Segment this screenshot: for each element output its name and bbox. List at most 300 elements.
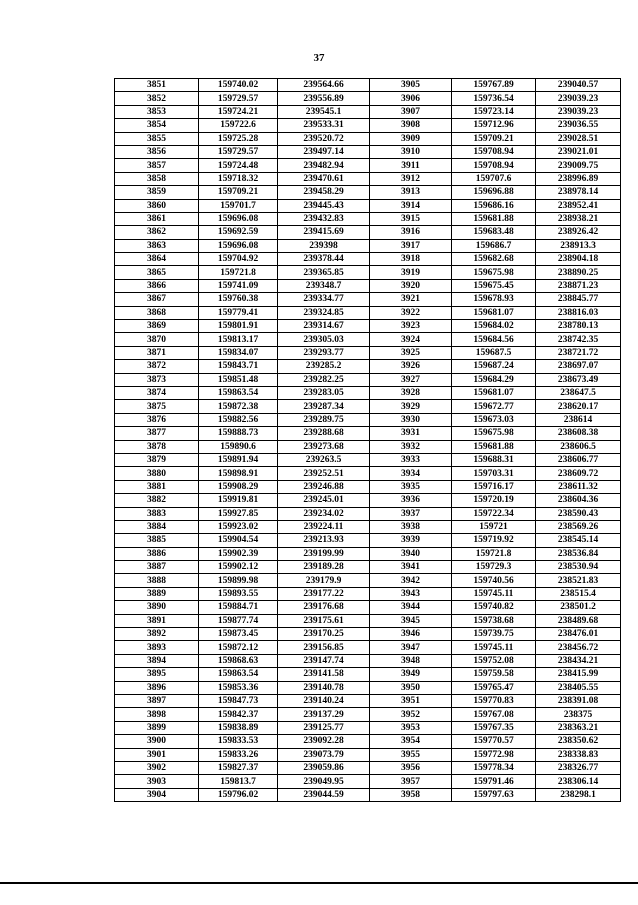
point-id-right-cell: 3930 [370,413,452,426]
point-id-right-cell: 3956 [370,761,452,774]
y-coord-right-cell: 238569.26 [536,520,621,533]
table-row [115,601,621,614]
x-coord-left-cell: 159696.08 [199,239,278,252]
table-row [115,253,621,266]
x-coord-right-cell: 159687.24 [452,360,536,373]
y-coord-right-cell: 238978.14 [536,186,621,199]
table-row [115,668,621,681]
x-coord-left-cell: 159877.74 [199,614,278,627]
y-coord-right-cell: 238391.08 [536,694,621,707]
y-coord-right-cell: 238620.17 [536,400,621,413]
y-coord-right-cell: 238871.23 [536,279,621,292]
point-id-right-cell: 3908 [370,119,452,132]
x-coord-left-cell: 159884.71 [199,601,278,614]
x-coord-right-cell: 159683.48 [452,226,536,239]
y-coord-left-cell: 239348.7 [278,279,370,292]
x-coord-right-cell: 159791.46 [452,775,536,788]
x-coord-right-cell: 159686.16 [452,199,536,212]
table-row [115,159,621,172]
table-row [115,681,621,694]
x-coord-right-cell: 159684.56 [452,333,536,346]
y-coord-left-cell: 239365.85 [278,266,370,279]
table-row [115,360,621,373]
y-coord-right-cell: 238608.38 [536,427,621,440]
x-coord-right-cell: 159687.5 [452,346,536,359]
point-id-right-cell: 3924 [370,333,452,346]
y-coord-left-cell: 239156.85 [278,641,370,654]
point-id-left-cell: 3886 [115,547,199,560]
y-coord-right-cell: 238647.5 [536,386,621,399]
x-coord-left-cell: 159813.17 [199,333,278,346]
x-coord-right-cell: 159723.14 [452,105,536,118]
x-coord-right-cell: 159682.68 [452,253,536,266]
point-id-left-cell: 3856 [115,145,199,158]
y-coord-left-cell: 239283.05 [278,386,370,399]
x-coord-right-cell: 159675.98 [452,427,536,440]
table-row [115,212,621,225]
y-coord-left-cell: 239458.29 [278,186,370,199]
table-row [115,279,621,292]
x-coord-right-cell: 159675.45 [452,279,536,292]
y-coord-right-cell: 238721.72 [536,346,621,359]
point-id-left-cell: 3862 [115,226,199,239]
bottom-rule [0,882,638,884]
point-id-right-cell: 3922 [370,306,452,319]
point-id-left-cell: 3883 [115,507,199,520]
y-coord-left-cell: 239497.14 [278,145,370,158]
x-coord-left-cell: 159919.81 [199,494,278,507]
table-row [115,306,621,319]
y-coord-left-cell: 239176.68 [278,601,370,614]
y-coord-right-cell: 238536.84 [536,547,621,560]
point-id-right-cell: 3950 [370,681,452,694]
y-coord-left-cell: 239564.66 [278,79,370,92]
y-coord-left-cell: 239556.89 [278,92,370,105]
x-coord-left-cell: 159923.02 [199,520,278,533]
x-coord-right-cell: 159767.08 [452,708,536,721]
point-id-left-cell: 3879 [115,453,199,466]
x-coord-right-cell: 159708.94 [452,145,536,158]
point-id-right-cell: 3933 [370,453,452,466]
point-id-left-cell: 3852 [115,92,199,105]
y-coord-left-cell: 239334.77 [278,293,370,306]
x-coord-left-cell: 159888.73 [199,427,278,440]
point-id-left-cell: 3864 [115,253,199,266]
point-id-left-cell: 3851 [115,79,199,92]
table-row [115,761,621,774]
table-row [115,574,621,587]
x-coord-right-cell: 159767.89 [452,79,536,92]
point-id-right-cell: 3923 [370,320,452,333]
x-coord-left-cell: 159853.36 [199,681,278,694]
point-id-left-cell: 3878 [115,440,199,453]
point-id-left-cell: 3901 [115,748,199,761]
table-row [115,239,621,252]
point-id-right-cell: 3925 [370,346,452,359]
y-coord-right-cell: 239039.23 [536,92,621,105]
y-coord-right-cell: 238350.62 [536,735,621,748]
point-id-right-cell: 3929 [370,400,452,413]
point-id-left-cell: 3867 [115,293,199,306]
x-coord-left-cell: 159899.98 [199,574,278,587]
table-row [115,440,621,453]
x-coord-right-cell: 159736.54 [452,92,536,105]
point-id-right-cell: 3905 [370,79,452,92]
point-id-left-cell: 3855 [115,132,199,145]
y-coord-right-cell: 238614 [536,413,621,426]
y-coord-left-cell: 239234.02 [278,507,370,520]
point-id-right-cell: 3935 [370,480,452,493]
y-coord-left-cell: 239073.79 [278,748,370,761]
point-id-left-cell: 3876 [115,413,199,426]
point-id-left-cell: 3902 [115,761,199,774]
x-coord-left-cell: 159863.54 [199,668,278,681]
y-coord-left-cell: 239470.61 [278,172,370,185]
x-coord-left-cell: 159722.6 [199,119,278,132]
y-coord-right-cell: 238611.32 [536,480,621,493]
table-row [115,735,621,748]
point-id-left-cell: 3893 [115,641,199,654]
x-coord-left-cell: 159729.57 [199,145,278,158]
x-coord-left-cell: 159908.29 [199,480,278,493]
point-id-right-cell: 3955 [370,748,452,761]
y-coord-left-cell: 239287.34 [278,400,370,413]
table-row [115,333,621,346]
point-id-right-cell: 3940 [370,547,452,560]
y-coord-right-cell: 238338.83 [536,748,621,761]
x-coord-right-cell: 159740.56 [452,574,536,587]
y-coord-left-cell: 239059.86 [278,761,370,774]
table-row [115,775,621,788]
point-id-left-cell: 3887 [115,561,199,574]
y-coord-right-cell: 238890.25 [536,266,621,279]
y-coord-left-cell: 239293.77 [278,346,370,359]
point-id-right-cell: 3912 [370,172,452,185]
y-coord-right-cell: 239028.51 [536,132,621,145]
y-coord-left-cell: 239432.83 [278,212,370,225]
x-coord-right-cell: 159729.3 [452,561,536,574]
x-coord-left-cell: 159704.92 [199,253,278,266]
y-coord-right-cell: 238606.77 [536,453,621,466]
x-coord-right-cell: 159745.11 [452,641,536,654]
y-coord-left-cell: 239044.59 [278,788,370,801]
x-coord-left-cell: 159725.28 [199,132,278,145]
table-row [115,199,621,212]
point-id-left-cell: 3861 [115,212,199,225]
x-coord-left-cell: 159701.7 [199,199,278,212]
point-id-left-cell: 3865 [115,266,199,279]
point-id-right-cell: 3951 [370,694,452,707]
point-id-right-cell: 3938 [370,520,452,533]
y-coord-right-cell: 239040.57 [536,79,621,92]
point-id-right-cell: 3928 [370,386,452,399]
x-coord-right-cell: 159740.82 [452,601,536,614]
y-coord-left-cell: 239224.11 [278,520,370,533]
table-row [115,119,621,132]
table-row [115,467,621,480]
table-row [115,721,621,734]
y-coord-right-cell: 239039.23 [536,105,621,118]
x-coord-left-cell: 159696.08 [199,212,278,225]
point-id-right-cell: 3917 [370,239,452,252]
x-coord-right-cell: 159797.63 [452,788,536,801]
point-id-left-cell: 3891 [115,614,199,627]
point-id-left-cell: 3880 [115,467,199,480]
x-coord-left-cell: 159902.39 [199,547,278,560]
point-id-right-cell: 3934 [370,467,452,480]
y-coord-left-cell: 239324.85 [278,306,370,319]
x-coord-right-cell: 159672.77 [452,400,536,413]
y-coord-left-cell: 239189.28 [278,561,370,574]
table-row [115,79,621,92]
y-coord-right-cell: 238609.72 [536,467,621,480]
y-coord-right-cell: 239009.75 [536,159,621,172]
x-coord-left-cell: 159833.53 [199,735,278,748]
point-id-left-cell: 3899 [115,721,199,734]
point-id-left-cell: 3870 [115,333,199,346]
point-id-left-cell: 3881 [115,480,199,493]
y-coord-right-cell: 238742.35 [536,333,621,346]
x-coord-left-cell: 159718.32 [199,172,278,185]
table-row [115,413,621,426]
x-coord-right-cell: 159684.02 [452,320,536,333]
y-coord-left-cell: 239213.93 [278,534,370,547]
x-coord-left-cell: 159709.21 [199,186,278,199]
x-coord-left-cell: 159724.48 [199,159,278,172]
x-coord-right-cell: 159745.11 [452,587,536,600]
x-coord-right-cell: 159770.57 [452,735,536,748]
x-coord-right-cell: 159738.68 [452,614,536,627]
point-id-right-cell: 3926 [370,360,452,373]
y-coord-left-cell: 239288.68 [278,427,370,440]
y-coord-left-cell: 239125.77 [278,721,370,734]
point-id-right-cell: 3937 [370,507,452,520]
y-coord-right-cell: 238530.94 [536,561,621,574]
x-coord-right-cell: 159778.34 [452,761,536,774]
x-coord-right-cell: 159765.47 [452,681,536,694]
x-coord-left-cell: 159801.91 [199,320,278,333]
point-id-left-cell: 3866 [115,279,199,292]
y-coord-right-cell: 238545.14 [536,534,621,547]
point-id-left-cell: 3904 [115,788,199,801]
y-coord-right-cell: 238415.99 [536,668,621,681]
y-coord-left-cell: 239092.28 [278,735,370,748]
x-coord-left-cell: 159872.38 [199,400,278,413]
y-coord-left-cell: 239252.51 [278,467,370,480]
y-coord-left-cell: 239137.29 [278,708,370,721]
x-coord-right-cell: 159712.96 [452,119,536,132]
point-id-left-cell: 3860 [115,199,199,212]
x-coord-right-cell: 159681.88 [452,212,536,225]
x-coord-left-cell: 159779.41 [199,306,278,319]
x-coord-left-cell: 159863.54 [199,386,278,399]
point-id-left-cell: 3885 [115,534,199,547]
point-id-right-cell: 3939 [370,534,452,547]
y-coord-left-cell: 239378.44 [278,253,370,266]
table-row [115,92,621,105]
y-coord-left-cell: 239533.31 [278,119,370,132]
x-coord-left-cell: 159813.7 [199,775,278,788]
x-coord-left-cell: 159893.55 [199,587,278,600]
point-id-right-cell: 3920 [370,279,452,292]
point-id-right-cell: 3945 [370,614,452,627]
point-id-right-cell: 3906 [370,92,452,105]
point-id-left-cell: 3895 [115,668,199,681]
x-coord-right-cell: 159703.31 [452,467,536,480]
x-coord-left-cell: 159834.07 [199,346,278,359]
point-id-left-cell: 3869 [115,320,199,333]
y-coord-right-cell: 238926.42 [536,226,621,239]
point-id-left-cell: 3859 [115,186,199,199]
point-id-left-cell: 3873 [115,373,199,386]
table-row [115,507,621,520]
x-coord-left-cell: 159740.02 [199,79,278,92]
point-id-right-cell: 3907 [370,105,452,118]
y-coord-left-cell: 239147.74 [278,654,370,667]
point-id-right-cell: 3910 [370,145,452,158]
coordinates-table [114,78,621,802]
table-row [115,266,621,279]
x-coord-right-cell: 159709.21 [452,132,536,145]
x-coord-right-cell: 159673.03 [452,413,536,426]
point-id-left-cell: 3858 [115,172,199,185]
point-id-left-cell: 3854 [115,119,199,132]
point-id-right-cell: 3942 [370,574,452,587]
point-id-right-cell: 3914 [370,199,452,212]
x-coord-right-cell: 159772.98 [452,748,536,761]
y-coord-right-cell: 238489.68 [536,614,621,627]
point-id-left-cell: 3853 [115,105,199,118]
y-coord-right-cell: 238515.4 [536,587,621,600]
point-id-right-cell: 3921 [370,293,452,306]
point-id-left-cell: 3888 [115,574,199,587]
point-id-left-cell: 3857 [115,159,199,172]
x-coord-left-cell: 159827.37 [199,761,278,774]
table-row [115,520,621,533]
table-row [115,788,621,801]
table-row [115,494,621,507]
y-coord-right-cell: 238604.36 [536,494,621,507]
y-coord-left-cell: 239398 [278,239,370,252]
x-coord-right-cell: 159681.88 [452,440,536,453]
x-coord-left-cell: 159692.59 [199,226,278,239]
x-coord-right-cell: 159696.88 [452,186,536,199]
y-coord-right-cell: 238952.41 [536,199,621,212]
table-row [115,105,621,118]
point-id-right-cell: 3949 [370,668,452,681]
table-row [115,226,621,239]
y-coord-left-cell: 239170.25 [278,628,370,641]
y-coord-right-cell: 238780.13 [536,320,621,333]
point-id-left-cell: 3903 [115,775,199,788]
table-row [115,480,621,493]
y-coord-left-cell: 239305.03 [278,333,370,346]
point-id-left-cell: 3875 [115,400,199,413]
y-coord-left-cell: 239285.2 [278,360,370,373]
x-coord-left-cell: 159724.21 [199,105,278,118]
table-row [115,186,621,199]
y-coord-left-cell: 239199.99 [278,547,370,560]
point-id-right-cell: 3946 [370,628,452,641]
y-coord-right-cell: 238306.14 [536,775,621,788]
y-coord-right-cell: 238326.77 [536,761,621,774]
y-coord-right-cell: 238590.43 [536,507,621,520]
table-row [115,694,621,707]
x-coord-right-cell: 159721.8 [452,547,536,560]
table-row [115,708,621,721]
x-coord-left-cell: 159843.71 [199,360,278,373]
point-id-right-cell: 3947 [370,641,452,654]
table-row [115,587,621,600]
y-coord-left-cell: 239520.72 [278,132,370,145]
x-coord-left-cell: 159902.12 [199,561,278,574]
point-id-right-cell: 3932 [370,440,452,453]
table-row [115,172,621,185]
point-id-left-cell: 3900 [115,735,199,748]
table-row [115,346,621,359]
x-coord-left-cell: 159904.54 [199,534,278,547]
coordinates-table-body [115,79,621,802]
point-id-right-cell: 3931 [370,427,452,440]
table-row [115,453,621,466]
x-coord-left-cell: 159898.91 [199,467,278,480]
y-coord-left-cell: 239282.25 [278,373,370,386]
point-id-left-cell: 3889 [115,587,199,600]
point-id-left-cell: 3863 [115,239,199,252]
point-id-right-cell: 3915 [370,212,452,225]
y-coord-right-cell: 238375 [536,708,621,721]
x-coord-left-cell: 159721.8 [199,266,278,279]
y-coord-right-cell: 238476.01 [536,628,621,641]
y-coord-left-cell: 239175.61 [278,614,370,627]
point-id-left-cell: 3868 [115,306,199,319]
x-coord-left-cell: 159891.94 [199,453,278,466]
table-row [115,386,621,399]
y-coord-right-cell: 239036.55 [536,119,621,132]
point-id-left-cell: 3874 [115,386,199,399]
y-coord-right-cell: 238913.3 [536,239,621,252]
y-coord-right-cell: 238606.5 [536,440,621,453]
y-coord-right-cell: 238434.21 [536,654,621,667]
x-coord-left-cell: 159890.6 [199,440,278,453]
x-coord-right-cell: 159767.35 [452,721,536,734]
point-id-right-cell: 3958 [370,788,452,801]
y-coord-left-cell: 239179.9 [278,574,370,587]
point-id-right-cell: 3948 [370,654,452,667]
x-coord-left-cell: 159927.85 [199,507,278,520]
y-coord-right-cell: 238501.2 [536,601,621,614]
point-id-right-cell: 3953 [370,721,452,734]
y-coord-left-cell: 239545.1 [278,105,370,118]
x-coord-right-cell: 159707.6 [452,172,536,185]
y-coord-right-cell: 238938.21 [536,212,621,225]
point-id-left-cell: 3896 [115,681,199,694]
point-id-right-cell: 3909 [370,132,452,145]
y-coord-left-cell: 239140.78 [278,681,370,694]
x-coord-right-cell: 159675.98 [452,266,536,279]
y-coord-left-cell: 239049.95 [278,775,370,788]
table-row [115,547,621,560]
y-coord-right-cell: 238697.07 [536,360,621,373]
x-coord-right-cell: 159739.75 [452,628,536,641]
y-coord-left-cell: 239482.94 [278,159,370,172]
x-coord-right-cell: 159684.29 [452,373,536,386]
x-coord-right-cell: 159681.07 [452,386,536,399]
point-id-right-cell: 3944 [370,601,452,614]
x-coord-right-cell: 159720.19 [452,494,536,507]
y-coord-left-cell: 239445.43 [278,199,370,212]
point-id-right-cell: 3941 [370,561,452,574]
